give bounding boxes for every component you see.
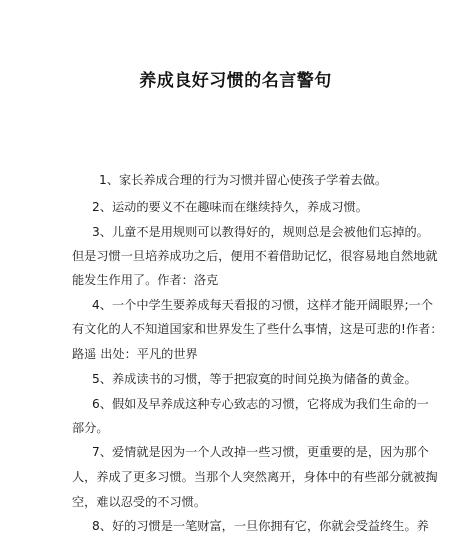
text-line: 空，难以忍受的不习惯。 — [72, 495, 207, 509]
text-line: 6、假如及早养成这种专心致志的习惯，它将成为我们生命的一 — [92, 397, 429, 411]
text-line: 部分。 — [72, 421, 109, 435]
text-line: 7、爱情就是因为一个人改掉一些习惯，更重要的是，因为那个 — [92, 445, 429, 459]
text-line: 4、一个中学生要养成每天看报的习惯，这样才能开阔眼界;一个 — [92, 298, 433, 312]
document-title: 养成良好习惯的名言警句 — [139, 71, 332, 91]
text-line: 有文化的人不知道国家和世界发生了些什么事情，这是可悲的!作者： — [72, 322, 443, 336]
text-line: 5、养成读书的习惯，等于把寂寞的时间兑换为储备的黄金。 — [92, 372, 417, 386]
text-line: 2、运动的要义不在趣味而在继续持久，养成习惯。 — [92, 200, 368, 214]
text-line: 路遥 出处：平凡的世界 — [72, 347, 198, 361]
text-line: 1、家长养成合理的行为习惯并留心使孩子学着去做。 — [99, 173, 388, 187]
text-line: 人，养成了更多习惯。当那个人突然离开，身体中的有些部分就被掏 — [72, 470, 438, 484]
text-line: 3、儿童不是用规则可以教得好的，规则总是会被他们忘掉的。 — [92, 225, 429, 239]
text-line: 8、好的习惯是一笔财富，一旦你拥有它，你就会受益终生。养 — [92, 519, 429, 533]
text-line: 能发生作用了。作者：洛克 — [72, 273, 219, 287]
text-line: 但是习惯一旦培养成功之后，便用不着借助记忆，很容易地自然地就 — [72, 249, 438, 263]
